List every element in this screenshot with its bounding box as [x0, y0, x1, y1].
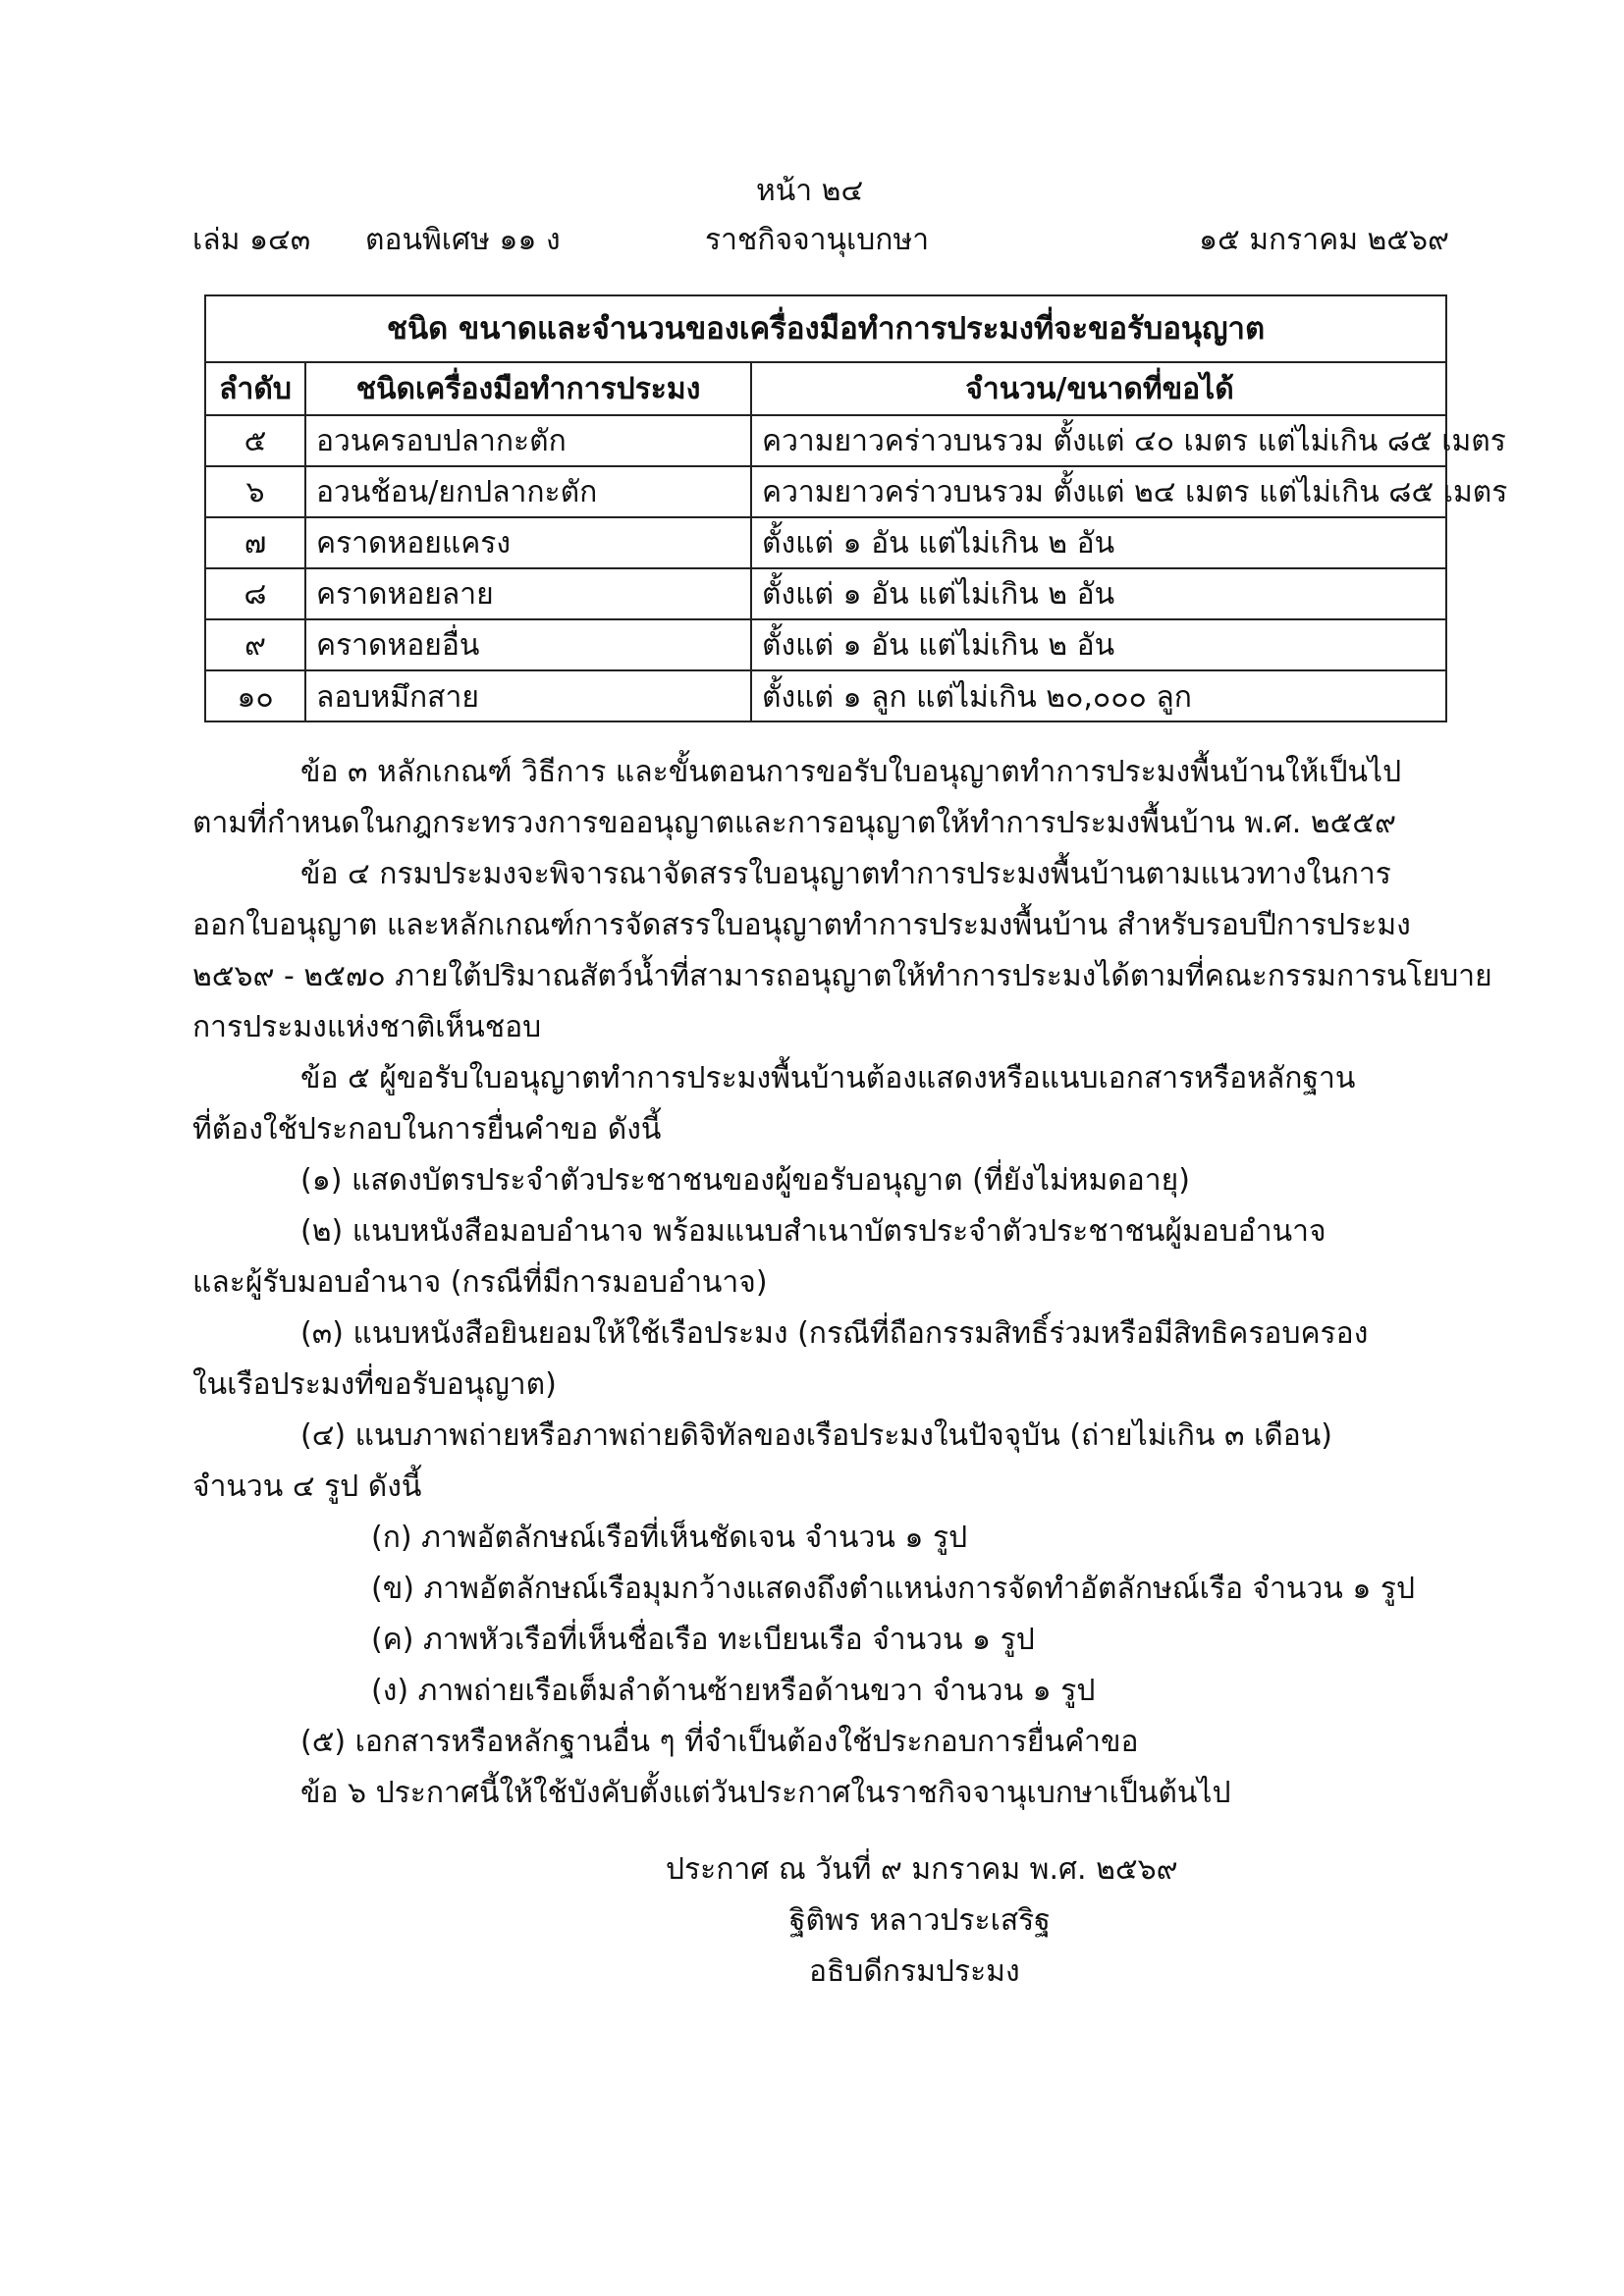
row-gear: คราดหอยอื่น	[306, 620, 752, 669]
clause-5-line-1: ข้อ ๕ ผู้ขอรับใบอนุญาตทำการประมงพื้นบ้านต้องแสดงหรือแนบเอกสารหรือหลักฐาน	[300, 1061, 1356, 1095]
publication-name: ราชกิจจานุเบกษา	[705, 223, 930, 257]
row-order: ๘	[206, 569, 306, 618]
clause-3-line-2: ตามที่กำหนดในกฎกระทรวงการขออนุญาตและการอนุญาตให้ทำการประมงพื้นบ้าน พ.ศ. ๒๕๕๙	[192, 806, 1396, 840]
row-order: ๖	[206, 467, 306, 516]
table-row	[206, 671, 1445, 722]
item-4-line-1: (๔) แนบภาพถ่ายหรือภาพถ่ายดิจิทัลของเรือประมงในปัจจุบัน (ถ่ายไม่เกิน ๓ เดือน)	[300, 1418, 1332, 1453]
clause-5-line-2: ที่ต้องใช้ประกอบในการยื่นคำขอ ดังนี้	[192, 1112, 662, 1147]
sub-item-b: (ข) ภาพอัตลักษณ์เรือมุมกว้างแสดงถึงตำแหน่งการจัดทำอัตลักษณ์เรือ จำนวน ๑ รูป	[371, 1572, 1416, 1606]
clause-4-line-3: ๒๕๖๙ - ๒๕๗๐ ภายใต้ปริมาณสัตว์น้ำที่สามารถอนุญาตให้ทำการประมงได้ตามที่คณะกรรมการนโยบาย	[192, 959, 1492, 993]
clause-3-line-1: ข้อ ๓ หลักเกณฑ์ วิธีการ และขั้นตอนการขอรับใบอนุญาตทำการประมงพื้นบ้านให้เป็นไป	[300, 755, 1402, 789]
row-order: ๕	[206, 416, 306, 465]
item-2-line-1: (๒) แนบหนังสือมอบอำนาจ พร้อมแนบสำเนาบัตรประจำตัวประชาชนผู้มอบอำนาจ	[300, 1214, 1326, 1249]
row-gear: คราดหอยลาย	[306, 569, 752, 618]
row-quantity: ตั้งแต่ ๑ อัน แต่ไม่เกิน ๒ อัน	[762, 627, 1115, 663]
clause-4-line-4: การประมงแห่งชาติเห็นชอบ	[192, 1010, 542, 1044]
row-gear: คราดหอยแครง	[306, 518, 752, 567]
table-title: ชนิด ขนาดและจำนวนของเครื่องมือทำการประมงที่จะขอรับอนุญาต	[206, 296, 1445, 363]
row-quantity: ความยาวคร่าวบนรวม ตั้งแต่ ๔๐ เมตร แต่ไม่เกิน ๘๕ เมตร	[762, 423, 1506, 458]
item-3-line-1: (๓) แนบหนังสือยินยอมให้ใช้เรือประมง (กรณีที่ถือกรรมสิทธิ์ร่วมหรือมีสิทธิครอบครอง	[300, 1316, 1369, 1351]
table-row	[206, 518, 1445, 569]
table-row	[206, 416, 1506, 467]
page-number: หน้า ๒๔	[756, 174, 864, 208]
sub-item-d: (ง) ภาพถ่ายเรือเต็มลำด้านซ้ายหรือด้านขวา จำนวน ๑ รูป	[371, 1674, 1096, 1708]
row-order: ๗	[206, 518, 306, 567]
signatory-name: ฐิติพร หลาวประเสริฐ	[789, 1903, 1051, 1938]
clause-6: ข้อ ๖ ประกาศนี้ให้ใช้บังคับตั้งแต่วันประกาศในราชกิจจานุเบกษาเป็นต้นไป	[300, 1776, 1231, 1810]
row-gear: ลอบหมึกสาย	[306, 671, 752, 722]
row-quantity: ตั้งแต่ ๑ ลูก แต่ไม่เกิน ๒๐,๐๐๐ ลูก	[762, 679, 1192, 715]
item-5: (๕) เอกสารหรือหลักฐานอื่น ๆ ที่จำเป็นต้องใช้ประกอบการยื่นคำขอ	[300, 1725, 1139, 1759]
item-3-line-2: ในเรือประมงที่ขอรับอนุญาต)	[192, 1367, 557, 1402]
sub-item-c: (ค) ภาพหัวเรือที่เห็นชื่อเรือ ทะเบียนเรือ จำนวน ๑ รูป	[371, 1623, 1035, 1657]
table-header-row	[206, 363, 1445, 416]
table-row	[206, 569, 1445, 620]
volume-label: เล่ม ๑๔๓	[192, 223, 311, 257]
row-gear: อวนช้อน/ยกปลากะตัก	[306, 467, 752, 516]
table-row	[206, 467, 1508, 518]
item-4-line-2: จำนวน ๔ รูป ดังนี้	[192, 1469, 422, 1504]
column-header-gear-type: ชนิดเครื่องมือทำการประมง	[306, 363, 752, 414]
row-quantity: ตั้งแต่ ๑ อัน แต่ไม่เกิน ๒ อัน	[762, 525, 1115, 561]
table-row	[206, 620, 1445, 671]
publication-date: ๑๕ มกราคม ๒๕๖๙	[1198, 223, 1449, 257]
row-quantity: ตั้งแต่ ๑ อัน แต่ไม่เกิน ๒ อัน	[762, 576, 1115, 612]
row-gear: อวนครอบปลากะตัก	[306, 416, 752, 465]
announcement-date: ประกาศ ณ วันที่ ๙ มกราคม พ.ศ. ๒๕๖๙	[666, 1852, 1178, 1887]
sub-item-a: (ก) ภาพอัตลักษณ์เรือที่เห็นชัดเจน จำนวน ๑ รูป	[371, 1521, 968, 1555]
issue-label: ตอนพิเศษ ๑๑ ง	[365, 223, 561, 257]
signatory-position: อธิบดีกรมประมง	[809, 1954, 1020, 1989]
clause-4-line-1: ข้อ ๔ กรมประมงจะพิจารณาจัดสรรใบอนุญาตทำการประมงพื้นบ้านตามแนวทางในการ	[300, 857, 1391, 891]
row-order: ๙	[206, 620, 306, 669]
row-order: ๑๐	[206, 671, 306, 722]
clause-4-line-2: ออกใบอนุญาต และหลักเกณฑ์การจัดสรรใบอนุญาตทำการประมงพื้นบ้าน สำหรับรอบปีการประมง	[192, 908, 1411, 942]
item-1: (๑) แสดงบัตรประจำตัวประชาชนของผู้ขอรับอนุญาต (ที่ยังไม่หมดอายุ)	[300, 1163, 1190, 1198]
column-header-quantity: จำนวน/ขนาดที่ขอได้	[965, 371, 1234, 406]
item-2-line-2: และผู้รับมอบอำนาจ (กรณีที่มีการมอบอำนาจ)	[192, 1265, 768, 1300]
row-quantity: ความยาวคร่าวบนรวม ตั้งแต่ ๒๔ เมตร แต่ไม่เกิน ๘๕ เมตร	[762, 474, 1508, 509]
fishing-gear-table	[204, 294, 1508, 722]
column-header-order: ลำดับ	[206, 363, 306, 414]
